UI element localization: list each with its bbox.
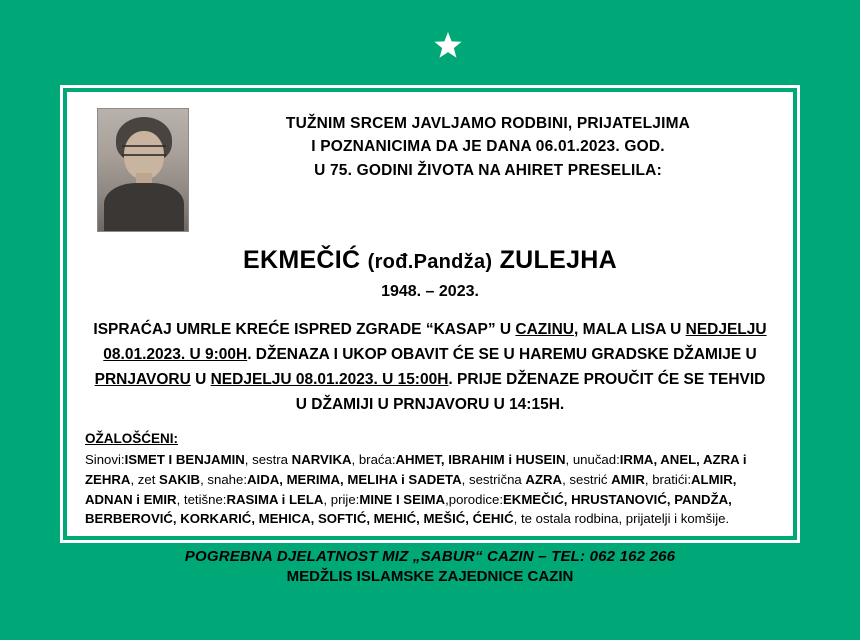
mourner-relation: Sinovi: <box>85 452 125 468</box>
mourners-title: OŽALOŠĆENI: <box>85 431 178 447</box>
mourner-names: SAKIB <box>159 471 201 487</box>
mourner-names: RASIMA i LELA <box>226 491 324 507</box>
funeral-place-1: CAZINU <box>515 321 574 338</box>
mourner-separator: , <box>176 491 184 507</box>
mourner-separator: , <box>200 471 208 487</box>
crescent-and-star-icon <box>387 8 473 82</box>
mourner-relation: bratići: <box>652 471 692 487</box>
mourner-names: IRMA, ANEL, AZRA i ZEHRA <box>85 452 747 487</box>
announcement-line-2: I POZNANICIMA DA JE DANA 06.01.2023. GOD. <box>311 138 665 156</box>
mourner-names: EKMEČIĆ, HRUSTANOVIĆ, PANDŽA, BERBEROVIĆ, KORKARIĆ, MEHICA, SOFTIĆ, MEHIĆ, MEŠIĆ, ĆEHIĆ <box>85 491 732 527</box>
funeral-text-1: ISPRAĆAJ UMRLE KREĆE ISPRED ZGRADE “KASAP” U <box>93 321 516 338</box>
mourner-names: MINE I SEIMA <box>359 491 446 507</box>
announcement-header <box>199 102 777 182</box>
mourner-relation: unučad: <box>572 452 620 468</box>
mourner-relation: sestra <box>252 452 292 468</box>
mourner-names: AIDA, MERIMA, MELIHA i SADETA <box>247 471 462 487</box>
top-block <box>83 102 777 232</box>
deceased-given-name: ZULEJHA <box>499 246 617 274</box>
funeral-details <box>83 317 777 417</box>
mourner-separator: , <box>445 491 449 507</box>
deceased-maiden-name: (rođ.Pandža) <box>367 251 493 273</box>
mourner-separator: , <box>461 471 469 487</box>
crescent-star-symbol-area <box>0 6 860 84</box>
funeral-text-2: , MALA LISA U <box>573 321 686 338</box>
deceased-years: 1948. – 2023. <box>381 283 479 300</box>
mourner-separator: , <box>351 452 359 468</box>
mourner-names: NARVIKA <box>291 452 352 468</box>
funeral-text-4: U <box>190 371 211 389</box>
mourner-relation: prije: <box>330 491 360 507</box>
mourner-separator: , <box>130 471 138 487</box>
mourner-names: ISMET I BENJAMIN <box>124 452 245 468</box>
obituary-card <box>63 88 797 540</box>
mourner-relation: zet <box>137 471 160 487</box>
funeral-time-1: NEDJELJU 08.01.2023. U 9:00H <box>103 321 767 364</box>
footer-service-line: POGREBNA DJELATNOST MIZ „SABUR“ CAZIN – TEL: 062 162 266 <box>184 548 676 565</box>
portrait-clothing <box>104 183 184 232</box>
funeral-text-3: . DŽENAZA I UKOP OBAVIT ĆE SE U HAREMU GRADSKE DŽAMIJE U <box>247 346 757 364</box>
footer-organization-line: MEDŽLIS ISLAMSKE ZAJEDNICE CAZIN <box>286 568 574 585</box>
announcement-line-3: U 75. GODINI ŽIVOTA NA AHIRET PRESELILA: <box>314 161 662 179</box>
mourner-relation: porodice: <box>448 491 503 507</box>
mourner-separator: , <box>244 452 253 468</box>
mourner-relation: snahe: <box>207 471 247 487</box>
mourner-names: AHMET, IBRAHIM i HUSEIN <box>395 452 566 468</box>
portrait-photo <box>97 108 189 232</box>
funeral-place-2: PRNJAVORU <box>94 371 191 389</box>
portrait-glasses <box>122 145 166 156</box>
mourner-separator: , <box>644 471 653 487</box>
mourner-separator: , <box>513 511 521 527</box>
mourners-list <box>83 450 777 528</box>
deceased-name <box>83 246 777 275</box>
mourner-separator: , <box>562 471 570 487</box>
deceased-surname: EKMEČIĆ <box>243 246 361 274</box>
mourner-names: AMIR <box>611 471 645 487</box>
funeral-text-5: . PRIJE DŽENAZE PROUČIT ĆE SE TEHVID U DŽAMIJI U PRNJAVORU U 14:15H. <box>295 371 766 414</box>
funeral-time-2: NEDJELJU 08.01.2023. U 15:00H <box>210 371 449 389</box>
mourners-closing: te ostala rodbina, prijatelji i komšije. <box>520 511 730 527</box>
mourner-relation: braća: <box>358 452 396 468</box>
mourner-relation: tetišne: <box>183 491 227 507</box>
mourner-separator: , <box>323 491 331 507</box>
mourner-relation: sestrić <box>569 471 612 487</box>
mourner-separator: , <box>565 452 573 468</box>
mourner-relation: sestrična <box>468 471 526 487</box>
mourner-names: AZRA <box>525 471 563 487</box>
poster-footer <box>0 548 860 585</box>
mourner-names: ALMIR, ADNAN i EMIR <box>85 471 737 507</box>
announcement-line-1: TUŽNIM SRCEM JAVLJAMO RODBINI, PRIJATELJIMA <box>285 115 691 132</box>
